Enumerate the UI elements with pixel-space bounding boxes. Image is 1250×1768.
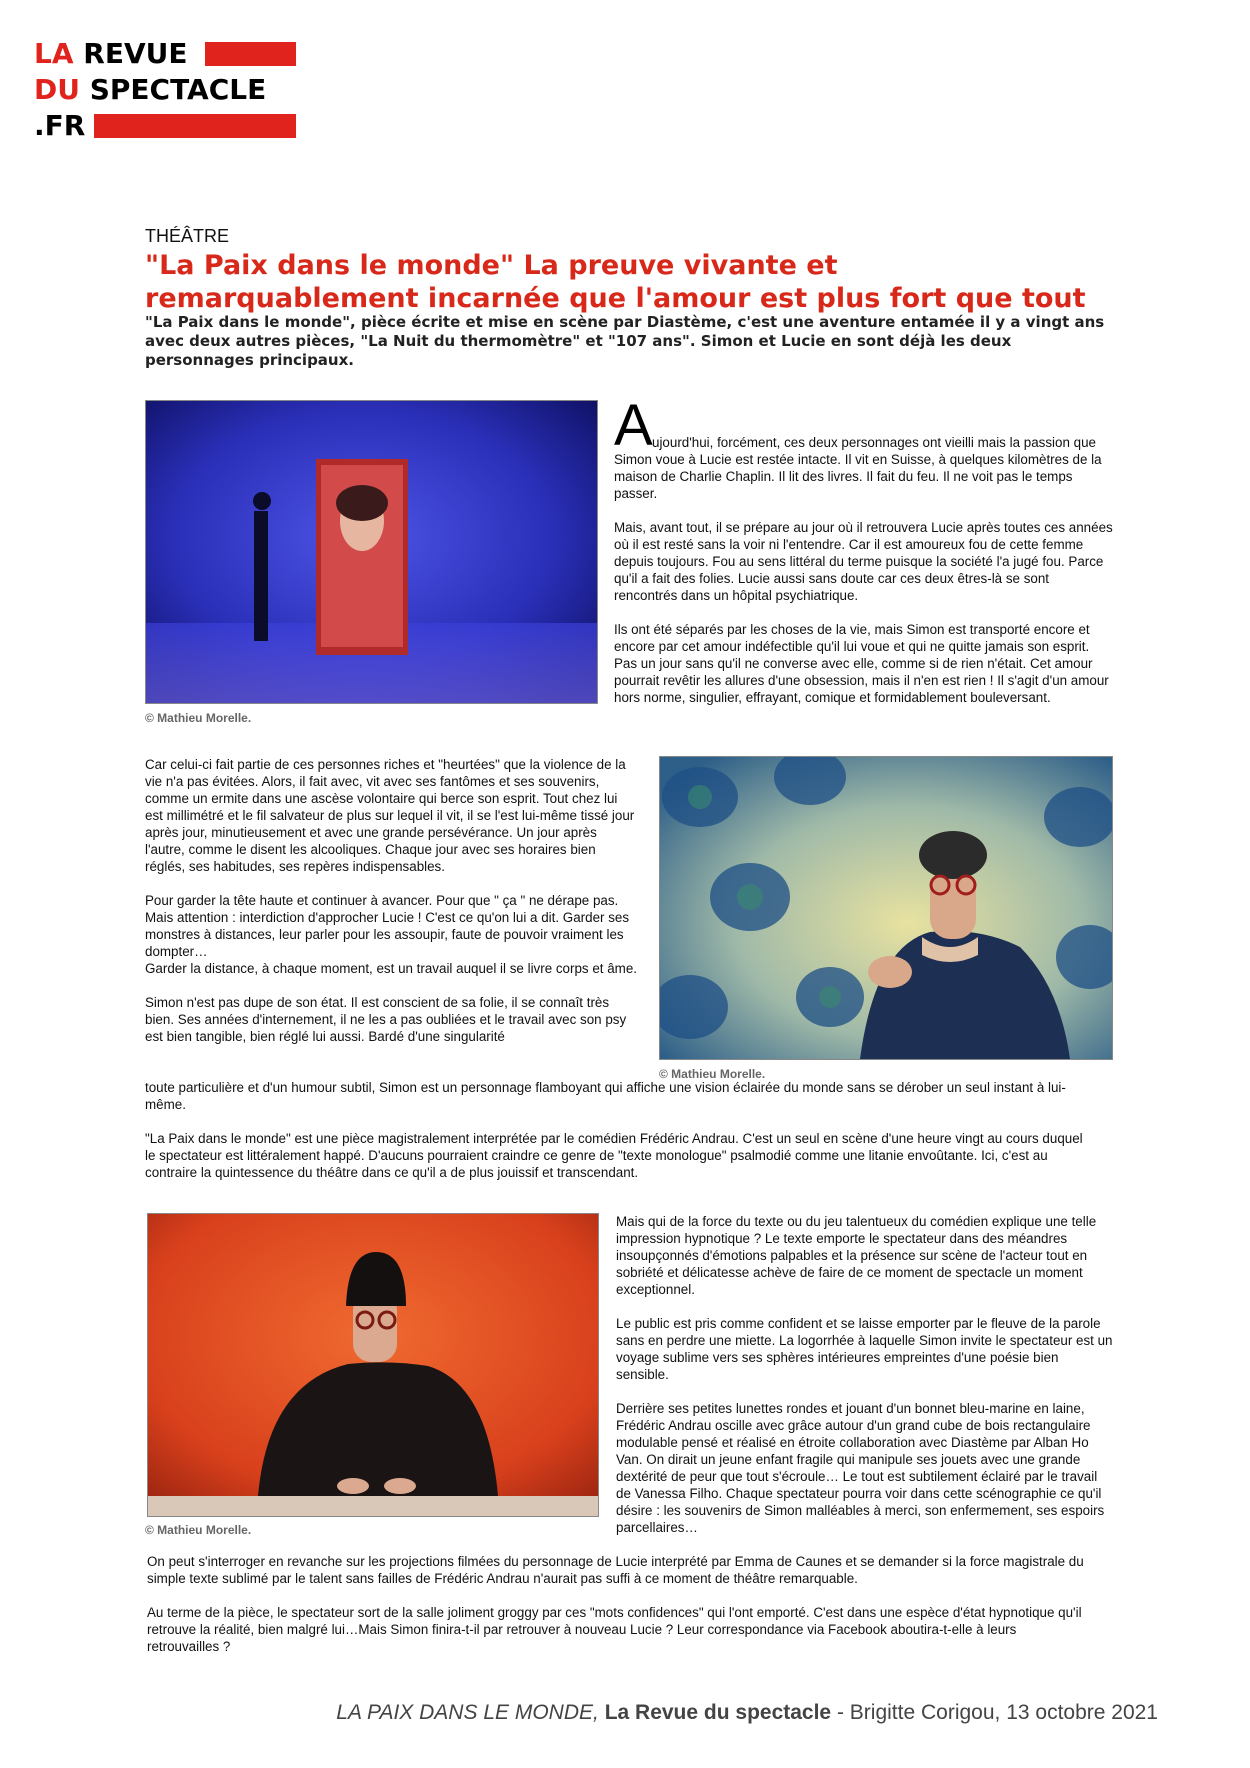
logo-text-3: .FR	[34, 109, 86, 142]
paragraph-1	[614, 434, 1114, 502]
logo-red-bar-2	[94, 114, 296, 138]
paragraph-3: Ils ont été séparés par les choses de la vie, mais Simon est transporté encore et encore par cet amour indéfectible qu'il lui voue et qui ne quitte jamais son esprit. Pas un jour sans qu'il ne converse avec elle, comme si de rien n'était. Cet amour pourrait revêtir les allures d'une obsession, mais il n'en est rien ! Il s'agit d'un amour hors norme, singulier, effrayant, comique et formidablement bouleversant.	[614, 622, 1109, 705]
article-col-left-2	[145, 756, 637, 1045]
paragraph-4: Car celui-ci fait partie de ces personnes riches et "heurtées" que la violence de la vie n'a pas évitées. Alors, il fait avec, vit avec ses fantômes et ses souvenirs, comme un ermite dans une ascèse volontaire qui berce son esprit. Tout chez lui est millimétré et le fil salvateur de plus sur lequel il vit, il se l'est lui-même tissé jour après jour, minutieusement et avec une grande persévérance. Un jour après l'autre, comme le disent les alcooliques. Chaque jour avec ses horaires bien réglés, ses habitudes, ses repères indispensables.	[145, 757, 635, 874]
site-logo[interactable]	[34, 38, 296, 142]
article-title: "La Paix dans le monde" La preuve vivante et remarquablement incarnée que l'amour est plus fort que tout	[145, 250, 1086, 314]
logo-text-2: DU SPECTACLE	[34, 73, 267, 106]
footer-author-date: - Brigitte Corigou, 13 octobre 2021	[836, 1701, 1158, 1724]
photo-stage-blue-image	[146, 401, 597, 703]
paragraph-5c: Garder la distance, à chaque moment, est un travail auquel il se livre corps et âme.	[145, 961, 637, 976]
logo-line-1	[34, 38, 188, 70]
paragraph-5a: Pour garder la tête haute et continuer à avancer. Pour que " ça " ne dérape pas.	[145, 893, 619, 908]
paragraph-1-text: ujourd'hui, forcément, ces deux personnages ont vieilli mais la passion que Simon voue à Lucie est restée intacte. Il vit en Suisse, à quelques kilomètres de la maison de Charlie Chaplin. Il lit des livres. Il fait du feu. Il ne voit pas le temps passer.	[614, 435, 1102, 501]
footer-publication: La Revue du spectacle	[604, 1701, 832, 1724]
photo-actor-glasses-image	[660, 757, 1112, 1059]
paragraph-6b: toute particulière et d'un humour subtil, Simon est un personnage flamboyant qui affiche une vision éclairée du monde sans se dérober un seul instant à lui-même.	[145, 1080, 1066, 1112]
footer-credit	[336, 1701, 1158, 1725]
footer-play-title: LA PAIX DANS LE MONDE,	[336, 1701, 599, 1724]
photo-stage-blue	[145, 400, 598, 704]
logo-text-1: LA REVUE	[34, 37, 188, 70]
article-lead: "La Paix dans le monde", pièce écrite et mise en scène par Diastème, c'est une aventure entamée il y a vingt ans avec deux autres pièces, "La Nuit du thermomètre" et "107 ans". Simon et Lucie en sont déjà les deux personnages principaux.	[145, 313, 1105, 369]
article-col-right-3	[616, 1213, 1114, 1553]
paragraph-7: "La Paix dans le monde" est une pièce magistralement interprétée par le comédien Frédéric Andrau. C'est un seul en scène d'une heure vingt au cours duquel le spectateur est littéralement happé. D'aucuns pourraient craindre ce genre de "texte monologue" psalmodié comme une litanie envoûtante. Ici, c'est au contraire la quintessence du théâtre dans ce qu'il a de plus jouissif et transcendant.	[145, 1131, 1083, 1180]
paragraph-5b: Mais attention : interdiction d'approcher Lucie ! C'est ce qu'on lui a dit. Garder ses monstres à distances, leur parler pour les assoupir, faute de pouvoir vraiment les dompter…	[145, 910, 630, 959]
logo-line-2	[34, 74, 266, 106]
paragraph-10: Derrière ses petites lunettes rondes et jouant d'un bonnet bleu-marine en laine, Frédéric Andrau oscille avec grâce autour d'un grand cube de bois rectangulaire modulable pensé et réalisé en étroite collaboration avec Diastème par Alban Ho Van. On dirait un jeune enfant fragile qui manipule ses jouets avec une grande dextérité de peur que tout s'écroule… Le tout est subtilement éclairé par le travail de Vanessa Filho. Chaque spectateur pourra voir dans cette scénographie ce qu'il désire : les souvenirs de Simon malléables à merci, son enfermement, ses espoirs parcellaires…	[616, 1401, 1105, 1535]
article-full-width-2	[147, 1553, 1087, 1672]
photo-caption-1: © Mathieu Morelle.	[145, 711, 252, 725]
paragraph-12: Au terme de la pièce, le spectateur sort de la salle joliment groggy par ces "mots confidences" qui l'ont emporté. C'est dans une espèce d'état hypnotique qu'il retrouve la réalité, bien malgré lui…Mais Simon finira-t-il par retrouver à nouveau Lucie ? Leur correspondance via Facebook aboutira-t-elle à leurs retrouvailles ?	[147, 1605, 1082, 1654]
paragraph-11: On peut s'interroger en revanche sur les projections filmées du personnage de Lucie interprété par Emma de Caunes et se demander si la force magistrale du simple texte sublimé par le talent sans failles de Frédéric Andrau n'aurait pas suffi à ce moment de théâtre remarquable.	[147, 1554, 1084, 1586]
photo-actor-red	[147, 1213, 599, 1517]
paragraph-6a: Simon n'est pas dupe de son état. Il est conscient de sa folie, il se connaît très bien. Ses années d'internement, il ne les a pas oubliées et le travail avec son psy est bien tangible, bien réglé lui aussi. Bardé d'une singularité	[145, 995, 627, 1044]
paragraph-2: Mais, avant tout, il se prépare au jour où il retrouvera Lucie après toutes ces années où il est resté sans la voir ni l'entendre. Car il est amoureux fou de cette femme depuis toujours. Fou au sens littéral du terme puisque la société l'a jugé fou. Parce qu'il a fait des folies. Lucie aussi sans doute car ces deux êtres-là se sont rencontrés dans un hôpital psychiatrique.	[614, 520, 1113, 603]
paragraph-8: Mais qui de la force du texte ou du jeu talentueux du comédien explique une telle impression hypnotique ? Le texte emporte le spectateur dans des méandres insoupçonnés d'émotions palpables et la présence sur scène de l'acteur tout en sobriété et délicatesse achève de faire de ce moment de spectacle un moment exceptionnel.	[616, 1214, 1097, 1297]
photo-actor-glasses	[659, 756, 1113, 1060]
article-col-right-1	[614, 434, 1114, 723]
logo-line-3	[34, 110, 85, 142]
logo-red-bar-1	[205, 42, 296, 66]
paragraph-9: Le public est pris comme confident et se laisse emporter par le fleuve de la parole sans en perdre une miette. La logorrhée à laquelle Simon invite le spectateur est un voyage sublime vers ses sphères intérieures empreintes d'une poésie bien sensible.	[616, 1316, 1113, 1382]
photo-caption-2: © Mathieu Morelle.	[659, 1067, 766, 1081]
drop-cap: A	[614, 393, 653, 458]
photo-actor-red-image	[148, 1214, 598, 1516]
article-category: THÉÂTRE	[145, 226, 230, 246]
article-full-width-1	[145, 1079, 1085, 1198]
photo-caption-3: © Mathieu Morelle.	[145, 1523, 252, 1537]
